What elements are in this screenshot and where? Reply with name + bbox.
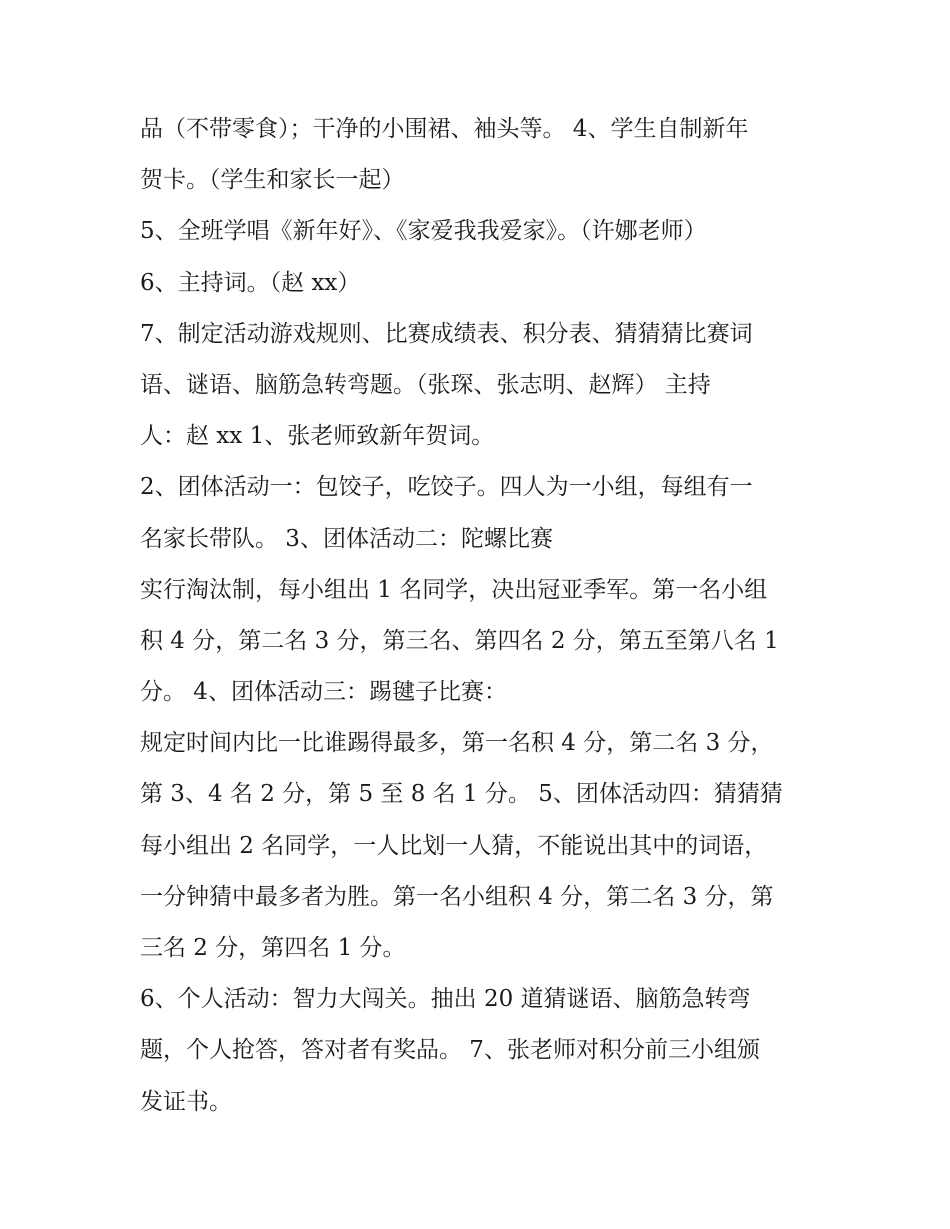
text-line: 第 3、4 名 2 分，第 5 至 8 名 1 分。 5、团体活动四：猜猜猜 <box>140 781 783 808</box>
text-line: 贺卡。（学生和家长一起） <box>140 167 405 194</box>
text-line: 6、个人活动：智力大闯关。抽出 20 道猜谜语、脑筋急转弯 <box>140 986 751 1013</box>
text-line: 一分钟猜中最多者为胜。第一名小组积 4 分，第二名 3 分，第 <box>140 883 774 910</box>
text-line: 题，个人抢答，答对者有奖品。 7、张老师对积分前三小组颁 <box>140 1037 760 1064</box>
text-line: 名家长带队。 3、团体活动二：陀螺比赛 <box>140 525 553 552</box>
text-line: 发证书。 <box>140 1088 232 1115</box>
text-line: 5、全班学唱《新年好》、《家爱我我爱家》。（许娜老师） <box>140 218 707 245</box>
text-line: 人：赵 xx 1、张老师致新年贺词。 <box>140 423 495 450</box>
text-line: 品（不带零食）；干净的小围裙、袖头等。 4、学生自制新年 <box>140 116 749 142</box>
text-line: 规定时间内比一比谁踢得最多，第一名积 4 分，第二名 3 分， <box>140 730 774 757</box>
document-body <box>140 104 820 1128</box>
text-line: 积 4 分，第二名 3 分，第三名、第四名 2 分，第五至第八名 1 <box>140 627 779 654</box>
text-line: 每小组出 2 名同学，一人比划一人猜，不能说出其中的词语， <box>140 832 768 859</box>
text-line: 6、主持词。（赵 xx） <box>140 269 361 296</box>
text-line: 2、团体活动一：包饺子，吃饺子。四人为一小组，每组有一 <box>140 474 753 501</box>
text-line: 实行淘汰制，每小组出 1 名同学，决出冠亚季军。第一名小组 <box>140 576 768 603</box>
text-line: 7、制定活动游戏规则、比赛成绩表、积分表、猜猜猜比赛词 <box>140 320 753 347</box>
text-line: 三名 2 分，第四名 1 分。 <box>140 935 406 961</box>
text-line: 分。 4、团体活动三：踢毽子比赛： <box>140 679 507 706</box>
text-line: 语、谜语、脑筋急转弯题。（张琛、张志明、赵辉） 主持 <box>140 371 711 398</box>
